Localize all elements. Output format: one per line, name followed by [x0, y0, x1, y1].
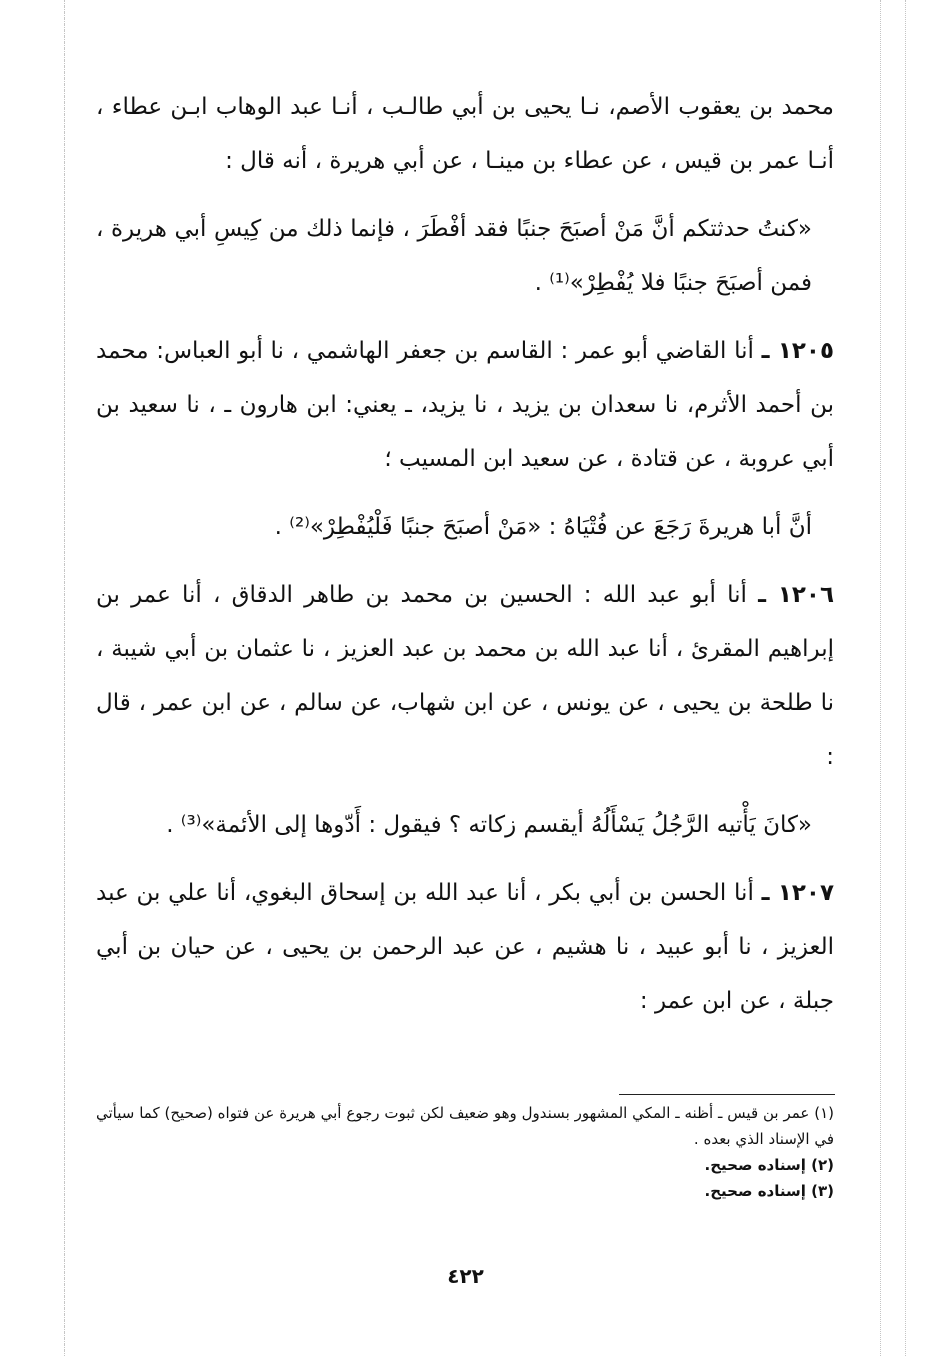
- paragraph-text: أنَّ أبا هريرةَ رَجَعَ عن فُتْيَاهُ : «مَنْ أصبَحَ جنبًا فَلْيُفْطِرْ»⁽²⁾ .: [274, 514, 812, 540]
- paragraph-text: محمد بن يعقوب الأصم، نـا يحيى بن أبي طالـب ، أنـا عبد الوهاب ابـن عطاء ، أنـا عمر بن قيس ، عن عطاء بن مينـا ، عن أبي هريرة ، أنه قال :: [96, 94, 834, 174]
- paragraph-text: «كنتُ حدثتكم أنَّ مَنْ أصبَحَ جنبًا فقد أفْطَرَ ، فإنما ذلك من كِيسِ أبي هريرة ، فمن أصبَحَ جنبًا فلا يُفْطِرْ»⁽¹⁾ .: [96, 216, 812, 296]
- footnotes: [96, 1100, 834, 1204]
- hadith-number: ١٢٠٧ ـ: [761, 880, 834, 906]
- page-number: ٤٢٢: [447, 1264, 484, 1288]
- footnote-divider: [619, 1094, 835, 1095]
- hadith-number: ١٢٠٦ ـ: [758, 582, 834, 608]
- paragraph-1: [96, 80, 834, 188]
- footnote-3: (٣) إسناده صحيح.: [704, 1182, 834, 1200]
- paragraph-1206: [96, 568, 834, 784]
- paragraph-1205: [96, 324, 834, 486]
- paragraph-1207: [96, 866, 834, 1028]
- paragraph-text: أنا الحسن بن أبي بكر ، أنا عبد الله بن إسحاق البغوي، أنا علي بن عبد العزيز ، نا أبو عبيد ، نا هشيم ، عن عبد الرحمن بن يحيى ، عن حيان بن أبي جبلة ، عن ابن عمر :: [96, 880, 834, 1014]
- footnote-2: (٢) إسناده صحيح.: [704, 1156, 834, 1174]
- footnote-1: (١) عمر بن قيس ـ أظنه ـ المكي المشهور بسندول وهو ضعيف لكن ثبوت رجوع أبي هريرة عن فتواه (صحيح) كما سيأتي في الإسناد الذي بعده .: [96, 1104, 834, 1148]
- hadith-number: ١٢٠٥ ـ: [761, 338, 834, 364]
- paragraph-6-quote: [96, 798, 834, 852]
- main-text: [96, 80, 834, 1028]
- paragraph-text: أنا أبو عبد الله : الحسين بن محمد بن طاهر الدقاق ، أنا عمر بن إبراهيم المقرئ ، أنا عبد الله بن محمد بن عبد العزيز ، نا عثمان بن أبي شيبة ، نا طلحة بن يحيى ، عن يونس ، عن ابن شهاب، عن سالم ، عن ابن عمر ، قال :: [96, 582, 834, 770]
- margin-guide-right-outer: [905, 0, 906, 1356]
- paragraph-text: «كانَ يَأْتيه الرَّجُلُ يَسْأَلُهُ أيقسم زكاته ؟ فيقول : أَدّوها إلى الأئمة»⁽³⁾ .: [166, 812, 812, 838]
- paragraph-4-quote: [96, 500, 834, 554]
- paragraph-2-quote: [96, 202, 834, 310]
- paragraph-text: أنا القاضي أبو عمر : القاسم بن جعفر الهاشمي ، نا أبو العباس: محمد بن أحمد الأثرم، نا سعدان بن يزيد ، نا يزيد، ـ يعني: ابن هارون ـ ، نا سعيد بن أبي عروبة ، عن قتادة ، عن سعيد ابن المسيب ؛: [96, 338, 834, 472]
- margin-guide-right-inner: [880, 0, 881, 1356]
- margin-guide-left: [64, 0, 65, 1356]
